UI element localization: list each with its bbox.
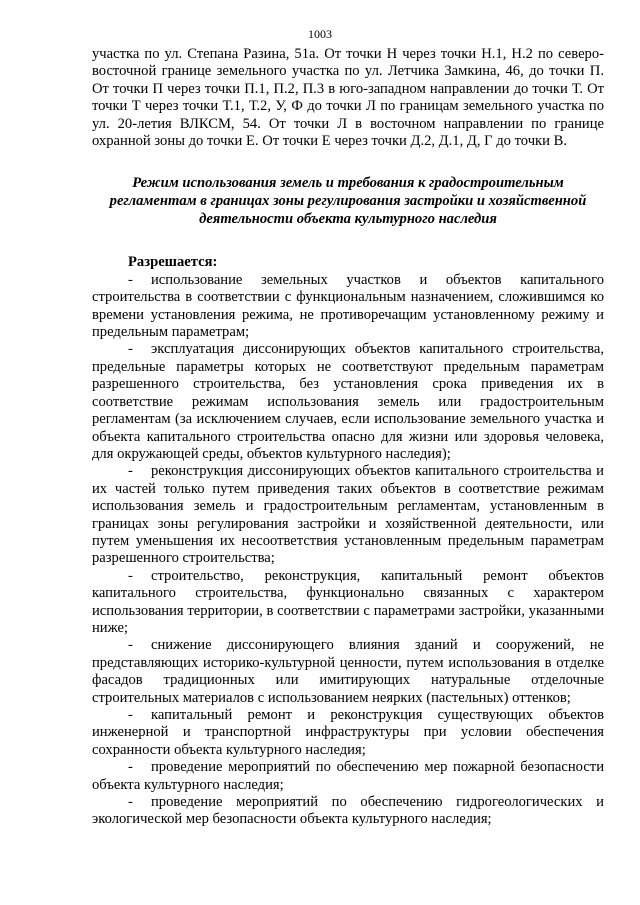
list-item-text: реконструкция диссонирующих объектов капитального строительства и их частей только путем приведения таких объектов в соответствие режимам использования земель и градостроительным регламентам, установленным в границах зоны регулирования застройки и хозяйственной деятельности, или путем уменьшения их несоответствия установленным предельным параметрам разрешенного строительства; [92, 463, 604, 567]
list-marker: - [128, 271, 133, 288]
list-marker: - [128, 707, 133, 723]
list-item-text: проведение мероприятий по обеспечению мер пожарной безопасности объекта культурного наследия; [92, 759, 604, 793]
allowed-list [92, 272, 604, 829]
list-item [92, 463, 604, 567]
list-item [92, 568, 604, 638]
list-item [92, 707, 604, 759]
list-item-text: проведение мероприятий по обеспечению гидрогеологических и экологической мер безопасности объекта культурного наследия; [92, 794, 604, 828]
list-marker: - [128, 567, 133, 584]
list-item [92, 272, 604, 342]
list-item-text: использование земельных участков и объектов капитального строительства в соответствии с функциональным назначением, сложившимся ко времени установления режима, не противоречащим установленному режиму и предельным параметрам; [92, 271, 604, 341]
list-item [92, 794, 604, 829]
list-item-text: строительство, реконструкция, капитальный ремонт объектов капитального строительства, функционально связанных с характером использования территории, в соответствии с параметрами застройки, указанными ниже; [92, 567, 604, 636]
section-heading: Режим использования земель и требования к градостроительным регламентам в границах зоны регулирования застройки и хозяйственной деятельности объекта культурного наследия [109, 175, 587, 228]
list-marker: - [128, 341, 133, 358]
list-item [92, 341, 604, 463]
document-body [92, 46, 604, 829]
list-item-text: капитальный ремонт и реконструкция существующих объектов инженерной и транспортной инфраструктуры при условии обеспечения сохранности объекта культурного наследия; [92, 707, 604, 758]
list-marker: - [128, 794, 133, 811]
intro-paragraph: участка по ул. Степана Разина, 51а. От точки Н через точки Н.1, Н.2 по северо-восточной границе земельного участка по ул. Летчика Замкина, 46, до точки П. От точки П через точки П.1, П.2, П.3 в юго-западном направлении до точки Т. От точки Т через точки Т.1, Т.2, У, Ф до точки Л по границам земельного участка по ул. 20-летия ВЛКСМ, 54. От точки Л в восточном направлении по границе охранной зоны до точки Е. От точки Е через точки Д.2, Д.1, Д, Г до точки В. [92, 46, 604, 150]
list-item-text: снижение диссонирующего влияния зданий и сооружений, не представляющих историко-культурной ценности, путем использования в отделке фасадов традиционных или имитирующих натуральные отделочные строительных материалов с использованием неярких (пастельных) оттенков; [92, 637, 604, 706]
list-marker: - [128, 759, 133, 776]
allowed-label: Разрешается: [128, 254, 218, 271]
list-item [92, 759, 604, 794]
list-item-text: эксплуатация диссонирующих объектов капитального строительства, предельные параметры которых не соответствуют предельным параметрам разрешенного строительства, без установления срока приведения их в соответствие режимам использования земель или градостроительным регламентам (за исключением случаев, если использование земельного участка и объекта капитального строительства опасно для жизни или здоровья человека, для окружающей среды, объектов культурного наследия); [92, 341, 604, 462]
list-marker: - [128, 463, 133, 480]
list-item [92, 637, 604, 707]
page-number: 1003 [308, 27, 332, 41]
list-marker: - [128, 637, 133, 654]
